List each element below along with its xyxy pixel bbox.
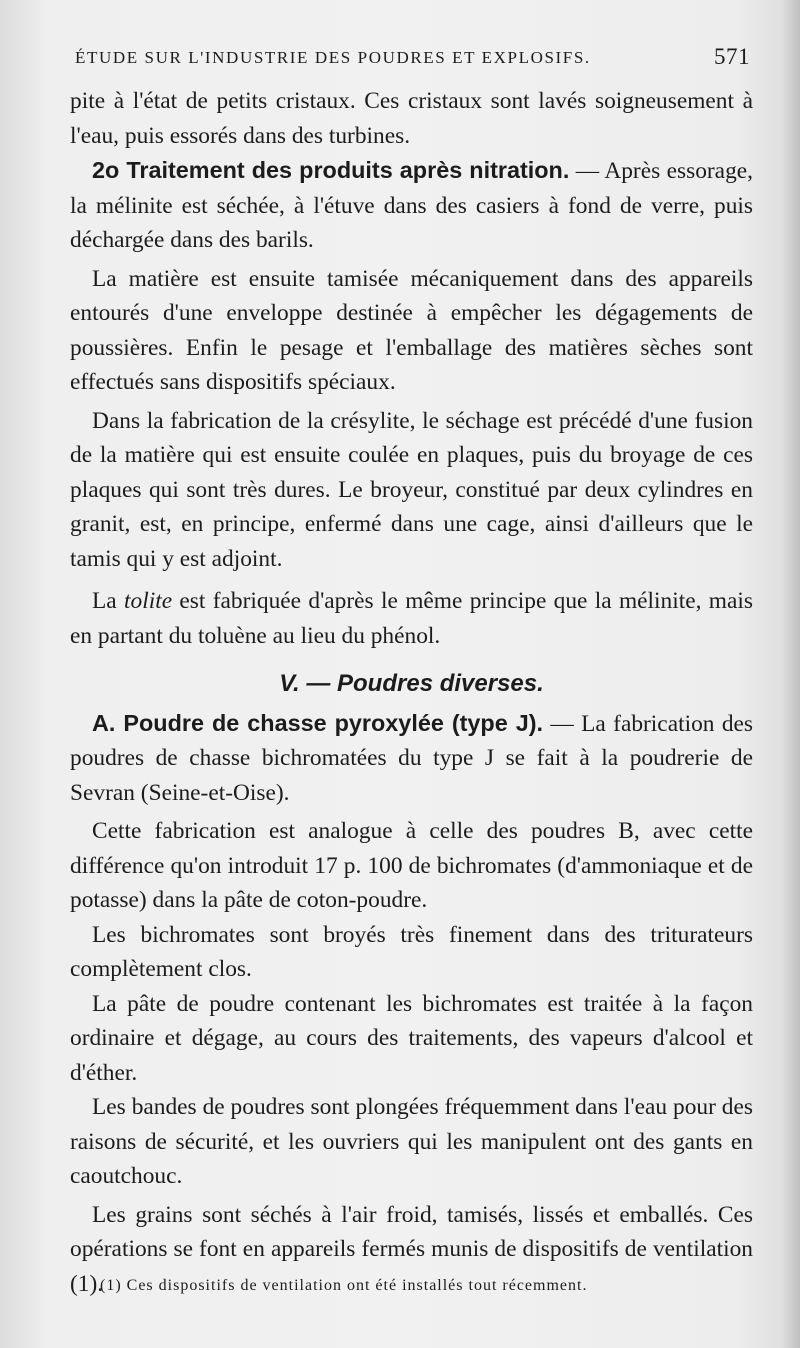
paragraph-3: La matière est ensuite tamisée mécaniquement dans des appareils entourés d'une enveloppe destinée à empêcher les dégagements de poussières. Enfin le pesage et l'emballage des matières sèches sont effectués sans dispositifs spéciaux. bbox=[70, 265, 753, 395]
page-number: 571 bbox=[714, 44, 750, 69]
body-text bbox=[70, 84, 753, 1301]
paragraph-2-text: — Après essorage, la mélinite est séchée, à l'étuve dans des casiers à fond de verre, puis déchargée dans des barils. bbox=[70, 158, 753, 253]
page-header bbox=[75, 44, 750, 74]
paragraph-7: Cette fabrication est analogue à celle des poudres B, avec cette différence qu'on introduit 17 p. 100 de bichromates (d'ammoniaque et de potasse) dans la pâte de coton-poudre. bbox=[70, 818, 753, 913]
subsection-title-2: 2o Traitement des produits après nitration. bbox=[92, 157, 570, 183]
paragraph-10: Les bandes de poudres sont plongées fréquemment dans l'eau pour des raisons de sécurité, et les ouvriers qui les manipulent ont des gants en caoutchouc. bbox=[70, 1094, 753, 1189]
running-title: ÉTUDE SUR L'INDUSTRIE DES POUDRES ET EXPLOSIFS. bbox=[75, 48, 591, 67]
paragraph-1: pite à l'état de petits cristaux. Ces cristaux sont lavés soigneusement à l'eau, puis essorés dans des turbines. bbox=[70, 88, 753, 149]
page-edge-shadow bbox=[782, 0, 800, 1348]
paragraph-6 bbox=[70, 706, 753, 811]
subsection-title-a: A. Poudre de chasse pyroxylée (type J). bbox=[92, 709, 544, 736]
paragraph-9: La pâte de poudre contenant les bichromates est traitée à la façon ordinaire et dégage, au cours des traitements, des vapeurs d'alcool et d'éther. bbox=[70, 990, 753, 1086]
paragraph-5-text: est fabriquée d'après le même principe que la mélinite, mais en partant du toluène au lieu du phénol. bbox=[70, 588, 753, 649]
tolite-term: tolite bbox=[124, 588, 173, 614]
section-heading: V. — Poudres diverses. bbox=[279, 670, 544, 697]
footnote: (1) Ces dispositifs de ventilation ont été installés tout récemment. bbox=[100, 1277, 588, 1294]
paragraph-5-start: La bbox=[92, 588, 125, 614]
paragraph-6-text: — La fabrication des poudres de chasse bichromatées du type J se fait à la poudrerie de Sevran (Seine-et-Oise). bbox=[70, 710, 753, 806]
paragraph-4: Dans la fabrication de la crésylite, le séchage est précédé d'une fusion de la matière qui est ensuite coulée en plaques, puis du broyage de ces plaques qui sont très dures. Le broyeur, constitué par deux cylindres en granit, est, en principe, enfermé dans une cage, ainsi d'ailleurs que le tamis qui y est adjoint. bbox=[70, 407, 753, 572]
paragraph-2 bbox=[70, 153, 753, 258]
paragraph-8: Les bichromates sont broyés très finement dans des triturateurs complètement clos. bbox=[70, 921, 753, 982]
paragraph-5 bbox=[70, 584, 753, 653]
paragraph-11: Les grains sont séchés à l'air froid, tamisés, lissés et emballés. Ces opérations se font en appareils fermés munis de dispositifs de ventilation (1). bbox=[70, 1201, 753, 1297]
